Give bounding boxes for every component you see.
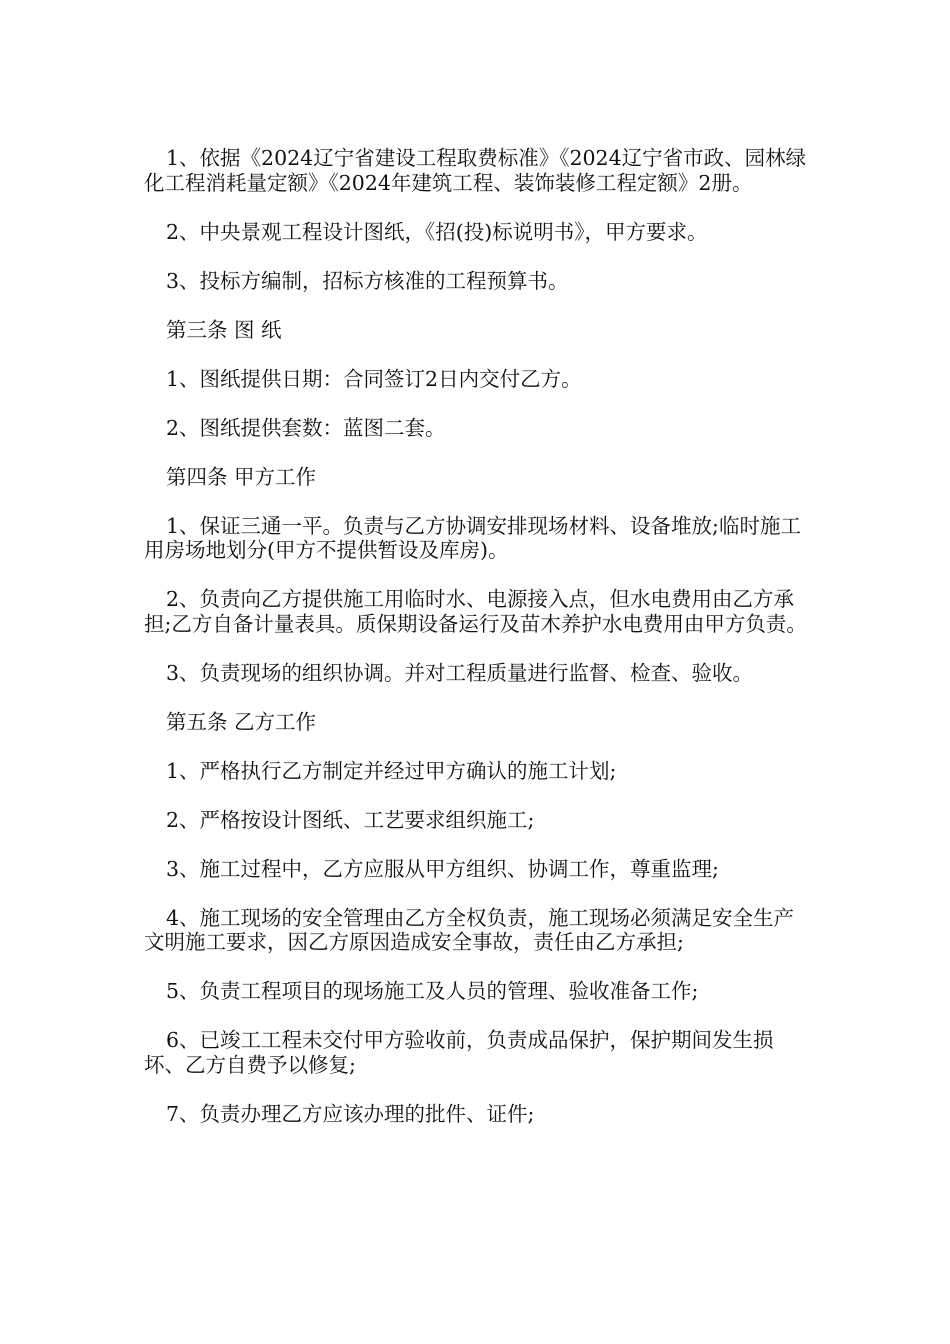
article-3-item-1: 1、图纸提供日期：合同签订2日内交付乙方。	[166, 366, 582, 391]
article-5-item-2: 2、严格按设计图纸、工艺要求组织施工;	[166, 807, 535, 832]
article-3-item-2: 2、图纸提供套数：蓝图二套。	[166, 415, 446, 440]
article-5-item-3: 3、施工过程中，乙方应服从甲方组织、协调工作，尊重监理;	[166, 856, 719, 881]
document-body	[144, 146, 810, 1151]
article-3-heading: 第三条 图 纸	[166, 317, 282, 342]
article-5-item-6: 6、已竣工工程未交付甲方验收前，负责成品保护，保护期间发生损坏、乙方自费予以修复;	[144, 1028, 774, 1077]
article-4-item-2: 2、负责向乙方提供施工用临时水、电源接入点，但水电费用由乙方承担;乙方自备计量表具。质保期设备运行及苗木养护水电费用由甲方负责。	[144, 587, 807, 636]
clause-basis-item-2: 2、中央景观工程设计图纸，《招(投)标说明书》，甲方要求。	[166, 219, 708, 244]
clause-basis-item-3: 3、投标方编制，招标方核准的工程预算书。	[166, 268, 569, 293]
article-5-item-5: 5、负责工程项目的现场施工及人员的管理、验收准备工作;	[166, 979, 699, 1003]
article-4-item-3: 3、负责现场的组织协调。并对工程质量进行监督、检查、验收。	[166, 660, 754, 685]
article-5-item-4: 4、施工现场的安全管理由乙方全权负责，施工现场必须满足安全生产文明施工要求，因乙方原因造成安全事故，责任由乙方承担;	[144, 905, 795, 954]
article-5-item-1: 1、严格执行乙方制定并经过甲方确认的施工计划;	[166, 758, 617, 783]
article-5-item-7: 7、负责办理乙方应该办理的批件、证件;	[166, 1101, 535, 1126]
article-5-heading: 第五条 乙方工作	[166, 709, 317, 734]
article-4-heading: 第四条 甲方工作	[166, 464, 317, 489]
article-4-item-1: 1、保证三通一平。负责与乙方协调安排现场材料、设备堆放;临时施工用房场地划分(甲方不提供暂设及库房)。	[144, 513, 801, 562]
clause-basis-item-1: 1、依据《2024辽宁省建设工程取费标准》《2024辽宁省市政、园林绿化工程消耗量定额》《2024年建筑工程、装饰装修工程定额》2册。	[144, 146, 807, 195]
